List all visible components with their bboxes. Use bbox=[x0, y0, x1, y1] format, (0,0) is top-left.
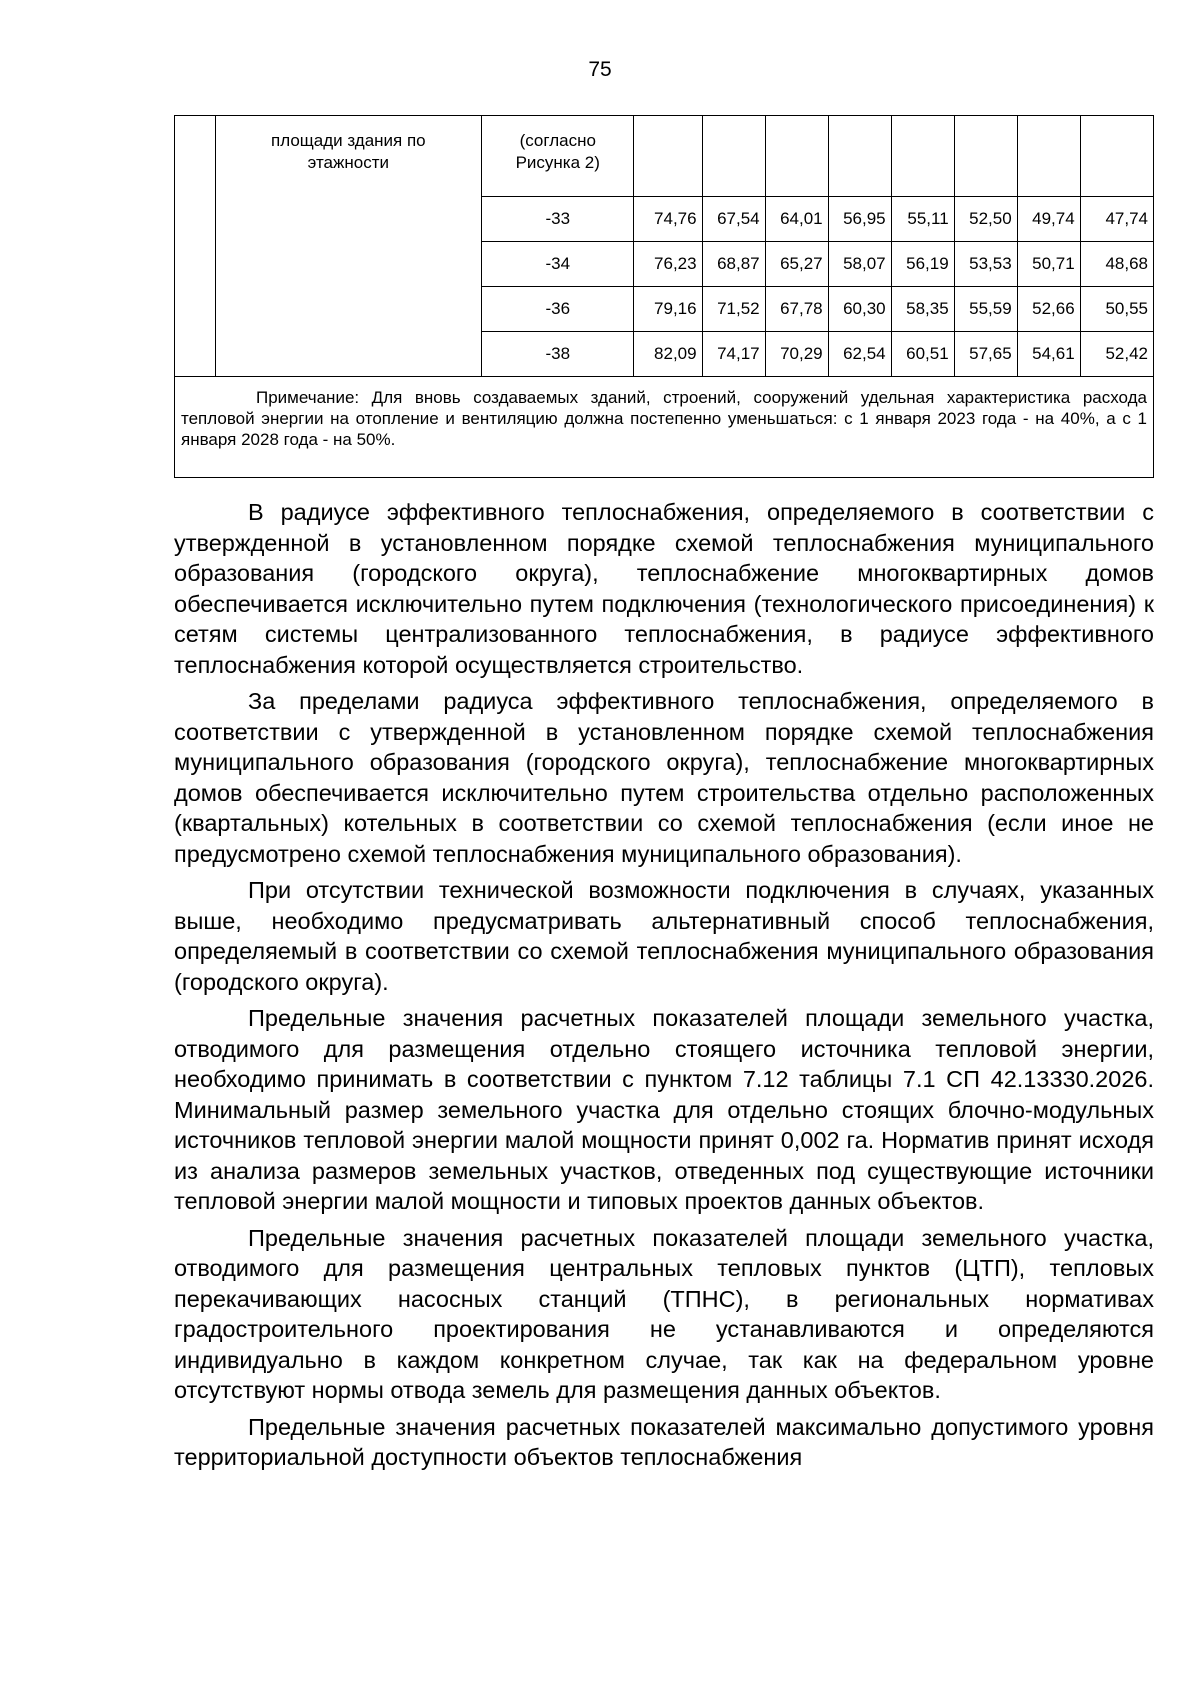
paragraph: Предельные значения расчетных показателей максимально допустимого уровня территориальной доступности объектов теплоснабжения bbox=[174, 1413, 1154, 1470]
value-cell: 79,16 bbox=[634, 287, 702, 332]
value-cell: 67,78 bbox=[765, 287, 828, 332]
value-cell: 74,17 bbox=[702, 332, 765, 377]
value-cell: 52,50 bbox=[954, 197, 1017, 242]
table-note bbox=[175, 377, 1154, 478]
value-cell: 53,53 bbox=[954, 242, 1017, 287]
value-cell: 70,29 bbox=[765, 332, 828, 377]
temperature-cell: -36 bbox=[482, 287, 634, 332]
value-cell: 60,51 bbox=[891, 332, 954, 377]
body-text bbox=[174, 497, 1154, 1479]
table-empty-cell bbox=[175, 116, 216, 377]
value-cell: 65,27 bbox=[765, 242, 828, 287]
value-cell: 82,09 bbox=[634, 332, 702, 377]
value-cell: 48,68 bbox=[1080, 242, 1153, 287]
value-cell: 52,42 bbox=[1080, 332, 1153, 377]
temperature-cell: -34 bbox=[482, 242, 634, 287]
value-cell: 56,95 bbox=[828, 197, 891, 242]
value-cell: 58,35 bbox=[891, 287, 954, 332]
value-cell: 68,87 bbox=[702, 242, 765, 287]
value-cell: 60,30 bbox=[828, 287, 891, 332]
value-cell: 54,61 bbox=[1017, 332, 1080, 377]
temperature-cell: -38 bbox=[482, 332, 634, 377]
value-cell: 50,55 bbox=[1080, 287, 1153, 332]
paragraph: Предельные значения расчетных показателей площади земельного участка, отводимого для размещения отдельно стоящего источника тепловой энергии, необходимо принимать в соответствии с пунктом 7.12 таблицы 7.1 СП 42.13330.2026. Минимальный размер земельного участка для отдельно стоящих блочно-модульных источников тепловой энергии малой мощности принят 0,002 га. Норматив принят исходя из анализа размеров земельных участков, отведенных под существующие источники тепловой энергии малой мощности и типовых проектов данных объектов. bbox=[174, 1005, 1154, 1214]
value-cell: 52,66 bbox=[1017, 287, 1080, 332]
value-cell: 57,65 bbox=[954, 332, 1017, 377]
value-cell: 74,76 bbox=[634, 197, 702, 242]
value-cell: 62,54 bbox=[828, 332, 891, 377]
value-cell: 55,11 bbox=[891, 197, 954, 242]
paragraph: При отсутствии технической возможности подключения в случаях, указанных выше, необходимо предусматривать альтернативный способ теплоснабжения, определяемый в соответствии со схемой теплоснабжения муниципального образования (городского округа). bbox=[174, 877, 1154, 995]
page-number: 75 bbox=[588, 58, 612, 81]
table-note-text: Примечание: Для вновь создаваемых зданий, строений, сооружений удельная характеристика расхода тепловой энергии на отопление и вентиляцию должна постепенно уменьшаться: с 1 января 2023 года - на 40%, а с 1 января 2028 года - на 50%. bbox=[181, 388, 1147, 449]
value-cell: 67,54 bbox=[702, 197, 765, 242]
table-sub-label: (согласно Рисунка 2) bbox=[482, 116, 634, 197]
value-cell: 56,19 bbox=[891, 242, 954, 287]
value-cell: 76,23 bbox=[634, 242, 702, 287]
value-cell: 47,74 bbox=[1080, 197, 1153, 242]
value-cell: 50,71 bbox=[1017, 242, 1080, 287]
paragraph: В радиусе эффективного теплоснабжения, определяемого в соответствии с утвержденной в установленном порядке схемой теплоснабжения муниципального образования (городского округа), теплоснабжение многоквартирных домов обеспечивается исключительно путем подключения (технологического присоединения) к сетям системы централизованного теплоснабжения, в радиусе эффективного теплоснабжения которой осуществляется строительство. bbox=[174, 499, 1154, 678]
value-cell: 55,59 bbox=[954, 287, 1017, 332]
value-cell: 71,52 bbox=[702, 287, 765, 332]
paragraph: За пределами радиуса эффективного теплоснабжения, определяемого в соответствии с утвержденной в установленном порядке схемой теплоснабжения муниципального образования (городского округа), теплоснабжение многоквартирных домов обеспечивается исключительно путем строительства отдельно расположенных (квартальных) котельных в соответствии со схемой теплоснабжения (если иное не предусмотрено схемой теплоснабжения муниципального образования). bbox=[174, 688, 1154, 867]
value-cell: 58,07 bbox=[828, 242, 891, 287]
temperature-cell: -33 bbox=[482, 197, 634, 242]
paragraph: Предельные значения расчетных показателей площади земельного участка, отводимого для размещения центральных тепловых пунктов (ЦТП), тепловых перекачивающих насосных станций (ТПНС), в региональных нормативах градостроительного проектирования не устанавливаются и определяются индивидуально в каждом конкретном случае, так как на федеральном уровне отсутствуют нормы отвода земель для размещения данных объектов. bbox=[174, 1224, 1154, 1403]
table-row-label: площади здания по этажности bbox=[215, 116, 481, 377]
heat-consumption-table bbox=[174, 115, 1154, 478]
value-cell: 49,74 bbox=[1017, 197, 1080, 242]
value-cell: 64,01 bbox=[765, 197, 828, 242]
